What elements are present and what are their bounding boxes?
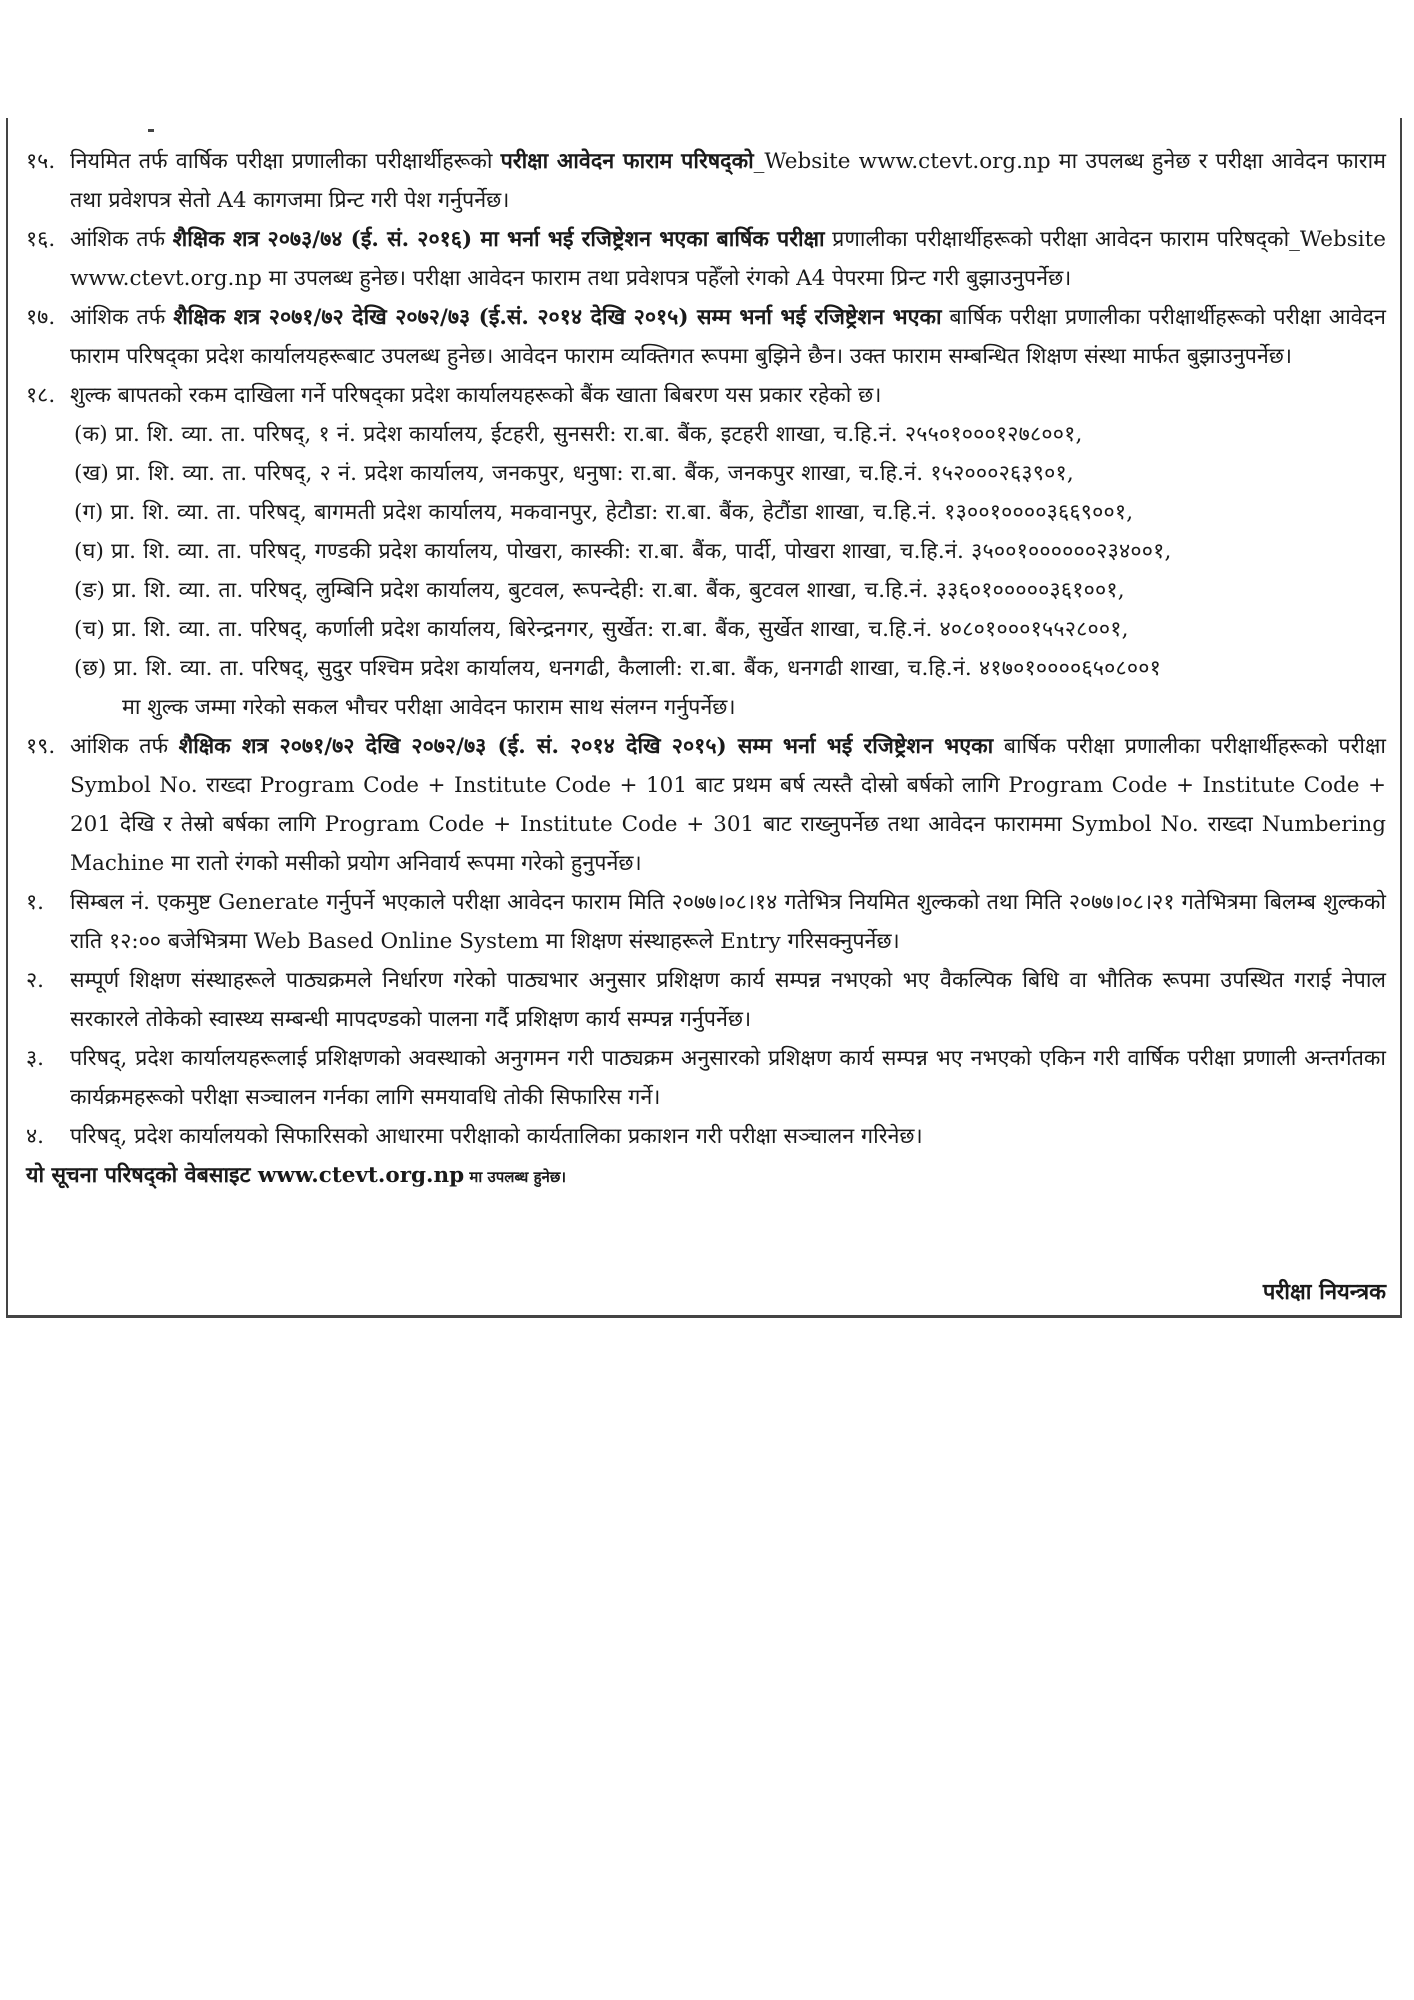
bank-account-item <box>74 571 1386 610</box>
bank-account-label: (ग) <box>74 500 104 525</box>
item-text-bold: शैक्षिक शत्र २०७१/७२ देखि २०७२/७३ (ई.सं. २०१४ देखि २०१५) सम्म भर्ना भई रजिष्ट्रेशन भएका <box>173 305 942 330</box>
note-4 <box>26 1117 1386 1156</box>
notice-body <box>26 142 1386 1197</box>
bank-account-item <box>74 649 1386 688</box>
bank-account-label: (ङ) <box>74 578 106 603</box>
item-number: १५. <box>26 149 56 174</box>
stray-mark <box>148 129 154 132</box>
item-19 <box>26 727 1386 883</box>
note-number: ३. <box>26 1046 45 1071</box>
bank-account-item <box>74 415 1386 454</box>
signature-exam-controller: परीक्षा नियन्त्रक <box>1262 1280 1386 1305</box>
bank-account-label: (घ) <box>74 539 105 564</box>
bank-account-text: प्रा. शि. व्या. ता. परिषद्, बागमती प्रदेश कार्यालय, मकवानपुर, हेटौडा: रा.बा. बैंक, हेटौंडा शाखा, च.हि.नं. १३००१००००३६६९००१, <box>110 500 1134 525</box>
note-text: सम्पूर्ण शिक्षण संस्थाहरूले पाठ्यक्रमले निर्धारण गरेको पाठ्यभार अनुसार प्रशिक्षण कार्य सम्पन्न नभएको भए वैकल्पिक बिधि वा भौतिक रूपमा उपस्थित गराई नेपाल सरकारले तोकेको स्वास्थ्य सम्बन्धी मापदण्डको पालना गर्दै प्रशिक्षण कार्य सम्पन्न गर्नुपर्नेछ। <box>70 968 1386 1032</box>
item-text: नियमित तर्फ वार्षिक परीक्षा प्रणालीका परीक्षार्थीहरूको <box>70 149 501 174</box>
note-number: ४. <box>26 1124 45 1149</box>
bank-account-text: प्रा. शि. व्या. ता. परिषद्, सुदुर पश्चिम प्रदेश कार्यालय, धनगढी, कैलाली: रा.बा. बैंक, धनगढी शाखा, च.हि.नं. ४१७०१००००६५०८००१ <box>113 656 1162 681</box>
bank-account-text: प्रा. शि. व्या. ता. परिषद्, २ नं. प्रदेश कार्यालय, जनकपुर, धनुषा: रा.बा. बैंक, जनकपुर शाखा, च.हि.नं. १५२०००२६३९०१, <box>116 461 1074 486</box>
bank-account-list <box>26 415 1386 727</box>
bank-account-label: (छ) <box>74 656 107 681</box>
bank-account-text: प्रा. शि. व्या. ता. परिषद्, कर्णाली प्रदेश कार्यालय, बिरेन्द्रनगर, सुर्खेत: रा.बा. बैंक, सुर्खेत शाखा, च.हि.नं. ४०८०१०००१५५२८००१, <box>112 617 1129 642</box>
bank-account-item <box>74 454 1386 493</box>
item-15 <box>26 142 1386 220</box>
item-number: १७. <box>26 305 56 330</box>
item-17 <box>26 298 1386 376</box>
bank-account-text: प्रा. शि. व्या. ता. परिषद्, लुम्बिनि प्रदेश कार्यालय, बुटवल, रूपन्देही: रा.बा. बैंक, बुटवल शाखा, च.हि.नं. ३३६०१०००००३६१००१, <box>112 578 1125 603</box>
item-number: १६. <box>26 227 56 252</box>
item-text: आंशिक तर्फ <box>70 734 179 759</box>
website-notice-main: यो सूचना परिषद्को वेबसाइट www.ctevt.org.np <box>26 1163 465 1188</box>
bank-account-closing: मा शुल्क जम्मा गरेको सकल भौचर परीक्षा आवेदन फाराम साथ संलग्न गर्नुपर्नेछ। <box>122 695 736 720</box>
item-text: प्रणालीका परीक्षार्थीहरूको परीक्षा आवेदन फाराम परिषद्को_Website www.ctevt.org.np मा उपलब्ध हुनेछ। परीक्षा आवेदन फाराम तथा प्रवेशपत्र पहेँलो रंगको A4 पेपरमा प्रिन्ट गरी बुझाउनुपर्नेछ। <box>70 227 1386 291</box>
website-notice <box>26 1156 1386 1197</box>
note-text: परिषद्, प्रदेश कार्यालयहरूलाई प्रशिक्षणको अवस्थाको अनुगमन गरी पाठ्यक्रम अनुसारको प्रशिक्षण कार्य सम्पन्न भए नभएको एकिन गरी वार्षिक परीक्षा प्रणाली अन्तर्गतका कार्यक्रमहरूको परीक्षा सञ्चालन गर्नका लागि समयावधि तोकी सिफारिस गर्ने। <box>70 1046 1386 1110</box>
item-number: १८. <box>26 383 56 408</box>
item-text: बार्षिक परीक्षा प्रणालीका परीक्षार्थीहरूको परीक्षा आवेदन फाराम परिषद्का प्रदेश कार्यालयहरूबाट उपलब्ध हुनेछ। आवेदन फाराम व्यक्तिगत रूपमा बुझिने छैन। उक्त फाराम सम्बन्धित शिक्षण संस्था मार्फत बुझाउनुपर्नेछ। <box>70 305 1386 369</box>
item-text: _Website www.ctevt.org.np मा उपलब्ध हुनेछ र परीक्षा आवेदन फाराम तथा प्रवेशपत्र सेतो A4 कागजमा प्रिन्ट गरी पेश गर्नुपर्नेछ। <box>70 149 1387 213</box>
bank-account-label: (क) <box>74 422 108 447</box>
item-text: बार्षिक परीक्षा प्रणालीका परीक्षार्थीहरूको परीक्षा Symbol No. राख्दा Program Code + Institute Code + 101 बाट प्रथम बर्ष त्यस्तै दोस्रो बर्षको लागि Program Code + Institute Code + 201 देखि र तेस्रो बर्षका लागि Program Code + Institute Code + 301 बाट राख्नुपर्नेछ तथा आवेदन फाराममा Symbol No. राख्दा Numbering Machine मा रातो रंगको मसीको प्रयोग अनिवार्य रूपमा गरेको हुनुपर्नेछ। <box>70 734 1386 876</box>
item-number: १९. <box>26 734 56 759</box>
bank-account-item <box>74 610 1386 649</box>
item-16 <box>26 220 1386 298</box>
website-notice-tail: मा उपलब्ध हुनेछ। <box>464 1168 567 1186</box>
item-text-bold: परीक्षा आवेदन फाराम परिषद्को <box>500 149 754 174</box>
bank-account-label: (ख) <box>74 461 109 486</box>
item-18 <box>26 376 1386 415</box>
note-2 <box>26 961 1386 1039</box>
item-text-bold: शैक्षिक शत्र २०७१/७२ देखि २०७२/७३ (ई. सं. २०१४ देखि २०१५) सम्म भर्ना भई रजिष्ट्रेशन भएका <box>178 734 994 759</box>
bank-account-item <box>74 493 1386 532</box>
note-number: १. <box>26 890 45 915</box>
bank-account-text: प्रा. शि. व्या. ता. परिषद्, १ नं. प्रदेश कार्यालय, ईटहरी, सुनसरी: रा.बा. बैंक, इटहरी शाखा, च.हि.नं. २५५०१०००१२७८००१, <box>114 422 1083 447</box>
bank-account-text: प्रा. शि. व्या. ता. परिषद्, गण्डकी प्रदेश कार्यालय, पोखरा, कास्की: रा.बा. बैंक, पार्दी, पोखरा शाखा, च.हि.नं. ३५००१००००००२३४००१, <box>111 539 1172 564</box>
item-text: आंशिक तर्फ <box>70 227 173 252</box>
bank-account-label: (च) <box>74 617 106 642</box>
item-intro: शुल्क बापतको रकम दाखिला गर्ने परिषद्का प्रदेश कार्यालयहरूको बैंक खाता बिबरण यस प्रकार रहेको छ। <box>70 383 882 408</box>
note-number: २. <box>26 968 45 993</box>
item-text-bold: शैक्षिक शत्र २०७३/७४ (ई. सं. २०१६) मा भर्ना भई रजिष्ट्रेशन भएका बार्षिक परीक्षा <box>172 227 825 252</box>
note-text: परिषद्, प्रदेश कार्यालयको सिफारिसको आधारमा परीक्षाको कार्यतालिका प्रकाशन गरी परीक्षा सञ्चालन गरिनेछ। <box>70 1124 923 1149</box>
note-text: सिम्बल नं. एकमुष्ट Generate गर्नुपर्ने भएकाले परीक्षा आवेदन फाराम मिति २०७७।०८।१४ गतेभित्र नियमित शुल्कको तथा मिति २०७७।०८।२१ गतेभित्रमा बिलम्ब शुल्कको राति १२:०० बजेभित्रमा Web Based Online System मा शिक्षण संस्थाहरूले Entry गरिसक्नुपर्नेछ। <box>70 890 1386 954</box>
bank-account-item <box>74 532 1386 571</box>
note-3 <box>26 1039 1386 1117</box>
note-1 <box>26 883 1386 961</box>
item-text: आंशिक तर्फ <box>70 305 174 330</box>
